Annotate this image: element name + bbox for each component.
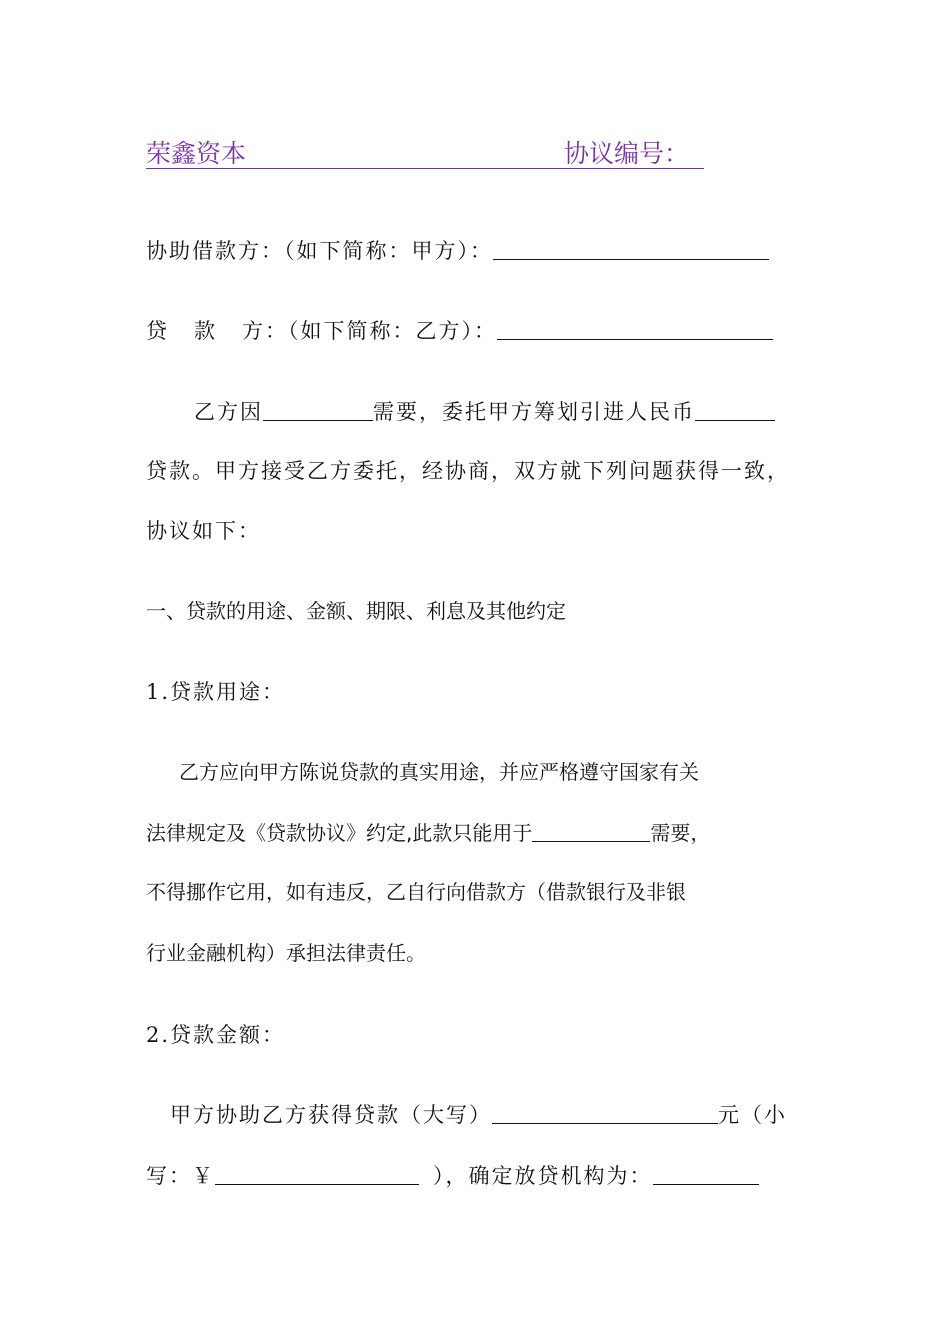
- party-b-line: [146, 316, 773, 346]
- intro-text-1b: 需要，委托甲方筹划引进人民币: [373, 400, 695, 424]
- item-1-title: 1.贷款用途：: [146, 680, 286, 704]
- purpose-line-4: 行业金融机构）承担法律责任。: [146, 941, 426, 965]
- section-1-title: 一、贷款的用途、金额、期限、利息及其他约定: [146, 599, 566, 623]
- amount-words-blank[interactable]: [492, 1101, 718, 1124]
- party-b-label-char1: 贷: [146, 319, 169, 343]
- purpose-line-3: 不得挪作它用，如有违反，乙自行向借款方（借款银行及非银: [146, 880, 686, 904]
- agreement-number-label: 协议编号：: [564, 139, 690, 168]
- amount-text-1a: 甲方协助乙方获得贷款（大写）: [170, 1103, 492, 1127]
- party-a-label: 协助借款方：（如下简称：甲方）：: [146, 239, 493, 263]
- purpose-text-2a: 法律规定及《贷款协议》约定,此款只能用于: [146, 821, 533, 845]
- rmb-amount-blank[interactable]: [695, 398, 775, 421]
- amount-line-1: [170, 1100, 787, 1130]
- amount-line-2: [146, 1161, 759, 1191]
- purpose-text-2b: 需要，: [650, 821, 711, 845]
- amount-figures-blank[interactable]: [215, 1162, 419, 1185]
- intro-line-1: [194, 397, 775, 427]
- intro-line-2: 贷款。甲方接受乙方委托，经协商，双方就下列问题获得一致，: [146, 459, 790, 483]
- amount-text-1b: 元（小: [718, 1103, 787, 1127]
- loan-need-blank[interactable]: [263, 398, 373, 421]
- party-b-label-char2: 款: [194, 319, 217, 343]
- amount-text-2a: 写：￥: [146, 1164, 215, 1188]
- party-b-blank[interactable]: [497, 317, 773, 340]
- intro-line-3: 协议如下：: [146, 519, 261, 543]
- party-a-line: [146, 236, 769, 266]
- purpose-line-1: 乙方应向甲方陈说贷款的真实用途，并应严格遵守国家有关: [179, 760, 699, 784]
- purpose-line-2: [146, 818, 710, 848]
- amount-text-2b: ），确定放贷机构为：: [433, 1164, 653, 1188]
- intro-text-1a: 乙方因: [194, 400, 263, 424]
- company-name: 荣鑫资本: [146, 139, 247, 168]
- lender-blank[interactable]: [653, 1162, 759, 1185]
- purpose-blank[interactable]: [532, 819, 650, 842]
- party-b-label-rest: 方：（如下简称：乙方）：: [242, 319, 497, 343]
- item-2-title: 2.贷款金额：: [146, 1023, 286, 1047]
- party-a-blank[interactable]: [493, 237, 769, 260]
- document-header: [146, 134, 704, 169]
